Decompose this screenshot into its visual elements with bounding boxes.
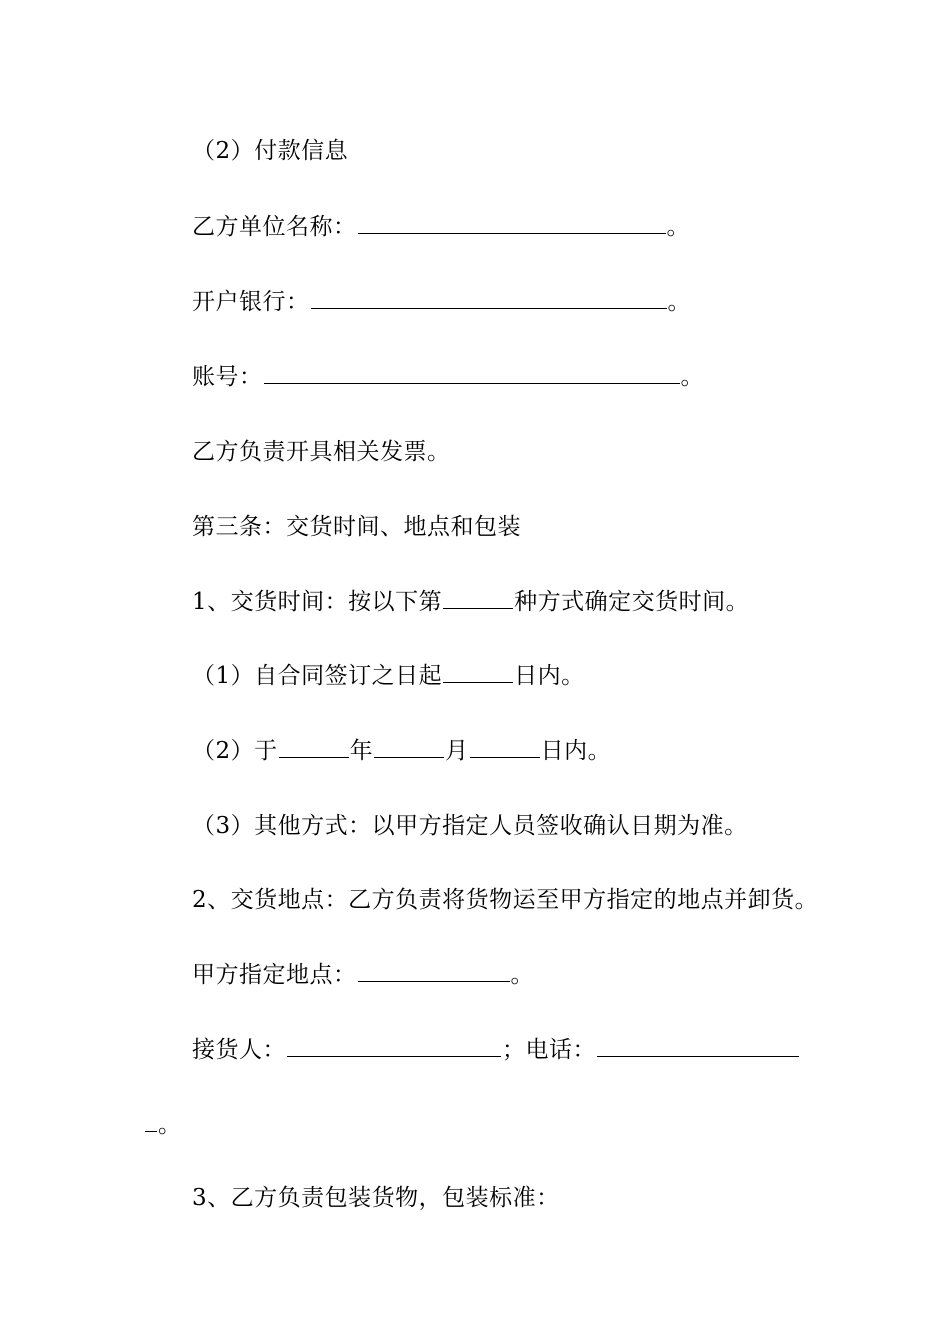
option-one-after: 日内。 (514, 663, 585, 689)
year-label: 年 (349, 738, 374, 764)
bank-end: 。 (667, 289, 691, 315)
day-label: 日内。 (540, 738, 612, 764)
month-blank[interactable] (374, 737, 444, 758)
designated-place-end: 。 (510, 962, 534, 988)
phone-label: ；电话： (502, 1037, 596, 1063)
delivery-time-before: 1、交货时间：按以下第 (192, 589, 443, 615)
article-three-text: 第三条：交货时间、地点和包装 (192, 514, 521, 540)
section-payment-info-text: （2）付款信息 (192, 138, 349, 164)
packaging-text: 3、乙方负责包装货物，包装标准： (192, 1185, 560, 1211)
party-b-name-line (192, 212, 690, 242)
phone-continuation-line (144, 1110, 182, 1140)
account-end: 。 (680, 364, 704, 390)
receiver-label: 接货人： (192, 1037, 286, 1063)
account-label: 账号： (192, 364, 263, 390)
account-blank[interactable] (264, 363, 680, 384)
days-blank[interactable] (443, 662, 513, 683)
phone-blank-continuation[interactable] (145, 1111, 157, 1132)
party-b-name-blank[interactable] (358, 213, 666, 234)
designated-place-line (192, 960, 534, 990)
bank-blank[interactable] (311, 288, 667, 309)
delivery-place-line (192, 885, 818, 915)
account-line (192, 362, 704, 392)
designated-place-label: 甲方指定地点： (192, 962, 357, 988)
receiver-line (192, 1035, 800, 1065)
delivery-place-text: 2、交货地点：乙方负责将货物运至甲方指定的地点并卸货。 (192, 887, 819, 913)
packaging-line (192, 1183, 560, 1213)
section-payment-info (192, 136, 348, 166)
option-three-line (192, 811, 748, 841)
article-three-heading (192, 512, 521, 542)
invoice-line (192, 437, 451, 467)
party-b-name-label: 乙方单位名称： (192, 214, 357, 240)
delivery-time-line (192, 587, 749, 617)
delivery-time-after: 种方式确定交货时间。 (514, 589, 750, 615)
phone-continuation-end: 。 (158, 1112, 182, 1138)
option-one-before: （1）自合同签订之日起 (192, 663, 443, 689)
receiver-blank[interactable] (287, 1036, 501, 1057)
bank-line (192, 287, 691, 317)
invoice-text: 乙方负责开具相关发票。 (192, 439, 451, 465)
delivery-method-blank[interactable] (443, 588, 513, 609)
month-label: 月 (445, 738, 469, 764)
day-blank[interactable] (470, 737, 540, 758)
option-three-text: （3）其他方式：以甲方指定人员签收确认日期为准。 (192, 813, 748, 839)
option-two-line (192, 736, 611, 766)
designated-place-blank[interactable] (358, 961, 510, 982)
year-blank[interactable] (279, 737, 349, 758)
phone-blank[interactable] (597, 1036, 799, 1057)
bank-label: 开户银行： (192, 289, 310, 315)
party-b-name-end: 。 (666, 214, 690, 240)
option-one-line (192, 661, 585, 691)
option-two-prefix: （2）于 (192, 738, 278, 764)
